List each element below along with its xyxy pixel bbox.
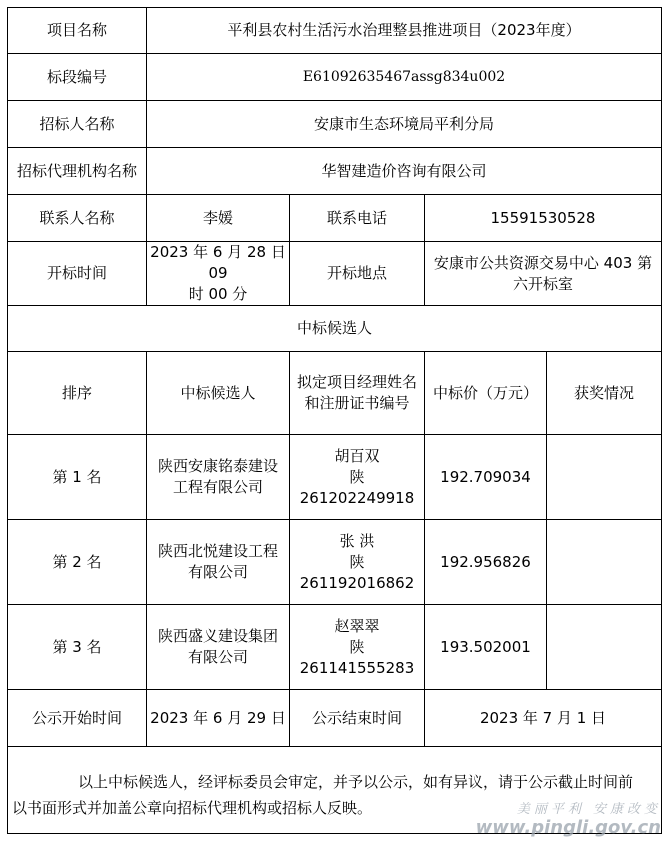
agency-value: 华智建造价咨询有限公司: [147, 148, 662, 195]
header-candidate: 中标候选人: [147, 352, 290, 435]
candidate-price: 192.956826: [425, 520, 547, 605]
section-label: 标段编号: [8, 54, 147, 101]
watermark-url: www.pingli.gov.cn: [475, 817, 661, 838]
row-section: [8, 54, 662, 101]
opening-time-label: 开标时间: [8, 242, 147, 306]
row-tenderer: [8, 101, 662, 148]
header-price: 中标价（万元）: [425, 352, 547, 435]
table-row: [8, 520, 662, 605]
phone-label: 联系电话: [290, 195, 425, 242]
candidate-awards: [547, 435, 662, 520]
candidate-manager: 张 洪 陕 261192016862: [290, 520, 425, 605]
row-agency: [8, 148, 662, 195]
publicity-start-label: 公示开始时间: [8, 690, 147, 747]
tenderer-value: 安康市生态环境局平利分局: [147, 101, 662, 148]
agency-label: 招标代理机构名称: [8, 148, 147, 195]
candidate-rank: 第 3 名: [8, 605, 147, 690]
candidate-price: 192.709034: [425, 435, 547, 520]
tenderer-label: 招标人名称: [8, 101, 147, 148]
bid-result-table: [7, 7, 662, 834]
watermark: [476, 798, 661, 838]
header-rank: 排序: [8, 352, 147, 435]
opening-time: 2023 年 6 月 28 日 09 时 00 分: [147, 242, 290, 306]
row-candidates-title: [8, 306, 662, 352]
candidate-price: 193.502001: [425, 605, 547, 690]
candidate-rank: 第 2 名: [8, 520, 147, 605]
project-value: 平利县农村生活污水治理整县推进项目（2023年度）: [147, 8, 662, 54]
candidate-awards: [547, 605, 662, 690]
notice-text: 以上中标候选人，经评标委员会审定，并予以公示，如有异议，请于公示截止时间前 以书面形式并加盖公章向招标代理机构或招标人反映。: [8, 747, 662, 834]
section-value: E61092635467assg834u002: [147, 54, 662, 101]
opening-place-label: 开标地点: [290, 242, 425, 306]
contact-label: 联系人名称: [8, 195, 147, 242]
row-project: [8, 8, 662, 54]
candidate-manager: 胡百双 陕 261202249918: [290, 435, 425, 520]
header-row: [8, 352, 662, 435]
candidates-title: 中标候选人: [8, 306, 662, 352]
candidate-rank: 第 1 名: [8, 435, 147, 520]
candidate-awards: [547, 520, 662, 605]
candidate-company: 陕西盛义建设集团 有限公司: [147, 605, 290, 690]
candidate-manager: 赵翠翠 陕 261141555283: [290, 605, 425, 690]
contact-name: 李媛: [147, 195, 290, 242]
phone-value: 15591530528: [425, 195, 662, 242]
publicity-start: 2023 年 6 月 29 日: [147, 690, 290, 747]
row-publicity: [8, 690, 662, 747]
header-manager: 拟定项目经理姓名 和注册证书编号: [290, 352, 425, 435]
candidate-company: 陕西安康铭泰建设 工程有限公司: [147, 435, 290, 520]
project-label: 项目名称: [8, 8, 147, 54]
publicity-end-label: 公示结束时间: [290, 690, 425, 747]
publicity-end: 2023 年 7 月 1 日: [425, 690, 662, 747]
row-opening: [8, 242, 662, 306]
header-awards: 获奖情况: [547, 352, 662, 435]
opening-place: 安康市公共资源交易中心 403 第 六开标室: [425, 242, 662, 306]
candidate-company: 陕西北悦建设工程 有限公司: [147, 520, 290, 605]
table-row: [8, 605, 662, 690]
table-row: [8, 435, 662, 520]
watermark-slogan: 美丽平利 安康改变: [516, 802, 661, 817]
row-contact: [8, 195, 662, 242]
